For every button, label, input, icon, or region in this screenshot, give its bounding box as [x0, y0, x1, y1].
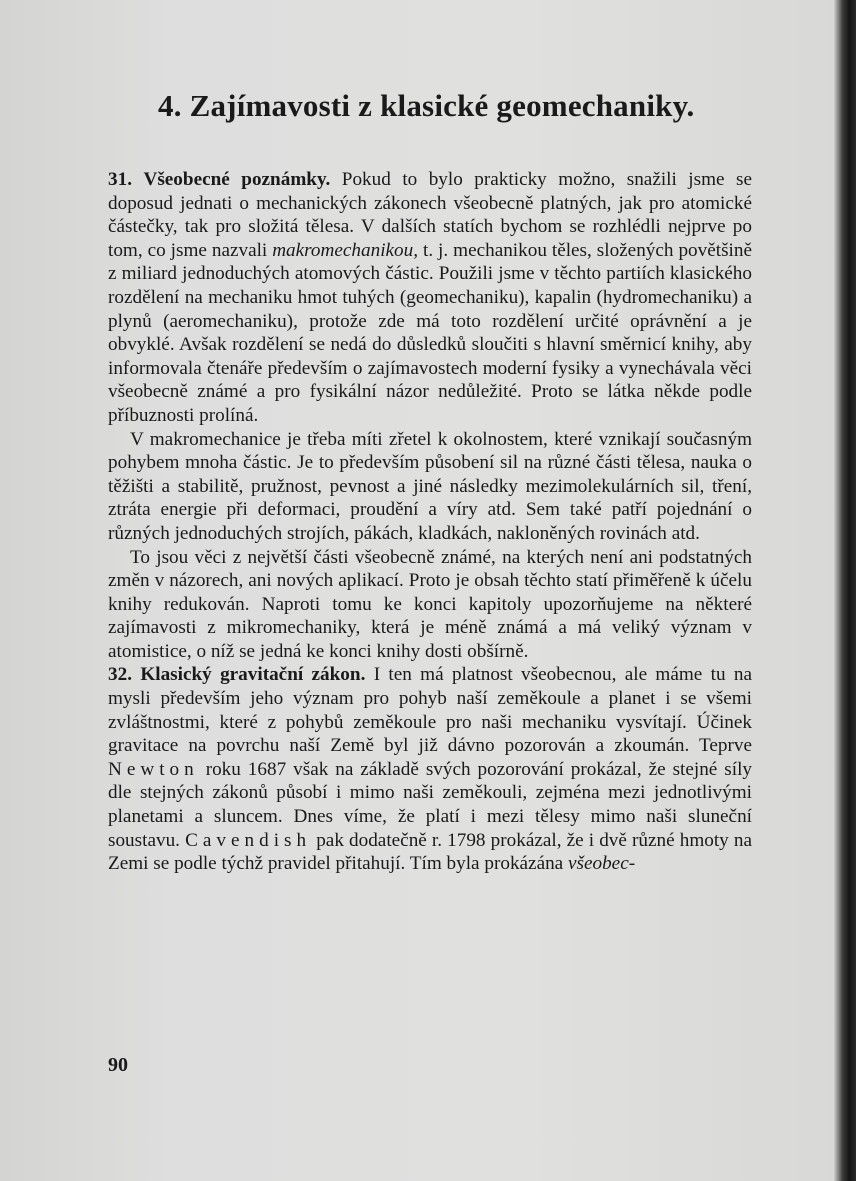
section-32-text-c: pak dodatečně r. 1798 prokázal, že i dvě různé hmoty na Zemi se podle týchž pravidel přitahují. Tím byla prokázána — [108, 829, 753, 875]
section-31-number: 31. — [108, 169, 132, 190]
page-number: 90 — [108, 1054, 128, 1076]
section-31-paragraph-2: V makromechanice je třeba míti zřetel k okolnostem, které vznikají současným pohybem mnoha částic. Je to především působení sil na různé části tělesa, nauka o těžišti a stabilitě, pružnost, pevnost a jiné následky mezimolekulárních sil, tření, ztráta energie při deformaci, proudění a víry atd. Sem také patří pojednání o různých jednoduchých strojích, pákách, kladkách, nakloněných rovinách atd. — [108, 428, 752, 544]
section-32-text-a: I ten má platnost všeobecnou, ale máme tu na mysli především jeho význam pro pohyb naší zeměkoule a planet i se všemi zvláštnostmi, které z pohybů zeměkoule pro naši mechaniku vysvítají. Účinek gravitace na povrchu naší Země byl již dávno pozorován a zkoumán. Teprve — [108, 664, 753, 757]
section-31-paragraph-1 — [108, 168, 752, 428]
book-spine-shadow — [834, 0, 856, 1181]
section-31-italic-term: makromechanikou, — [272, 239, 419, 261]
page-body — [108, 168, 752, 876]
section-32-number: 32. — [108, 664, 132, 686]
chapter-title: 4. Zajímavosti z klasické geomechaniky. — [158, 88, 695, 123]
section-31-paragraph-3: To jsou věci z největší části všeobecně známé, na kterých není ani podstatných změn v názorech, ani nových aplikací. Proto je obsah těchto statí přiměřeně k účelu knihy redukován. Naproti tomu ke konci kapitoly upozorňujeme na některé zajímavosti z mikromechaniky, která je méně známá a má veliký význam v atomistice, o níž se jedná ke konci knihy dosti obšírně. — [108, 546, 752, 662]
section-31-text-a: Pokud to bylo prakticky možno, snažili jsme se doposud jednati o mechanických zákonech všeobecně platných, jak pro atomické částečky, tak pro složitá tělesa. V dalších statích bychom se rozhlédli nejprve po tom, co jsme nazvali — [108, 169, 753, 261]
section-31-text-b: t. j. mechanikou těles, složených povětšině z miliard jednoduchých atomových částic. Použili jsme v těchto partiích klasického rozdělení na mechaniku hmot tuhých (geomechaniku), kapalin (hydromechaniku) a plynů (aeromechaniku), protože zde má toto rozdělení určité oprávnění a je obvyklé. Avšak rozdělení se nedá do důsledků sloučiti s hlavní směrnicí knihy, aby informovala čtenáře především o zajímavostech moderní fysiky a vynechávala věci všeobecně známé a pro fysikální názor nedůležité. Proto se látka někde podle příbuznosti prolíná. — [108, 239, 752, 426]
section-32-heading: Klasický gravitační zákon. — [140, 664, 366, 686]
section-31-heading: Všeobecné poznámky. — [143, 169, 331, 190]
section-32-paragraph — [108, 663, 752, 875]
name-newton: Newton — [108, 758, 199, 780]
section-32-text-b: roku 1687 však na základě svých pozorování prokázal, že stejné síly dle stejných zákonů působí i mimo naši zeměkouli, zejména mezi jednotlivými planetami a sluncem. Dnes víme, že platí i mezi tělesy mimo naši sluneční soustavu. — [108, 758, 752, 851]
name-cavendish: Cavendish — [185, 829, 312, 851]
section-32-italic-end: všeobec- — [568, 853, 636, 875]
